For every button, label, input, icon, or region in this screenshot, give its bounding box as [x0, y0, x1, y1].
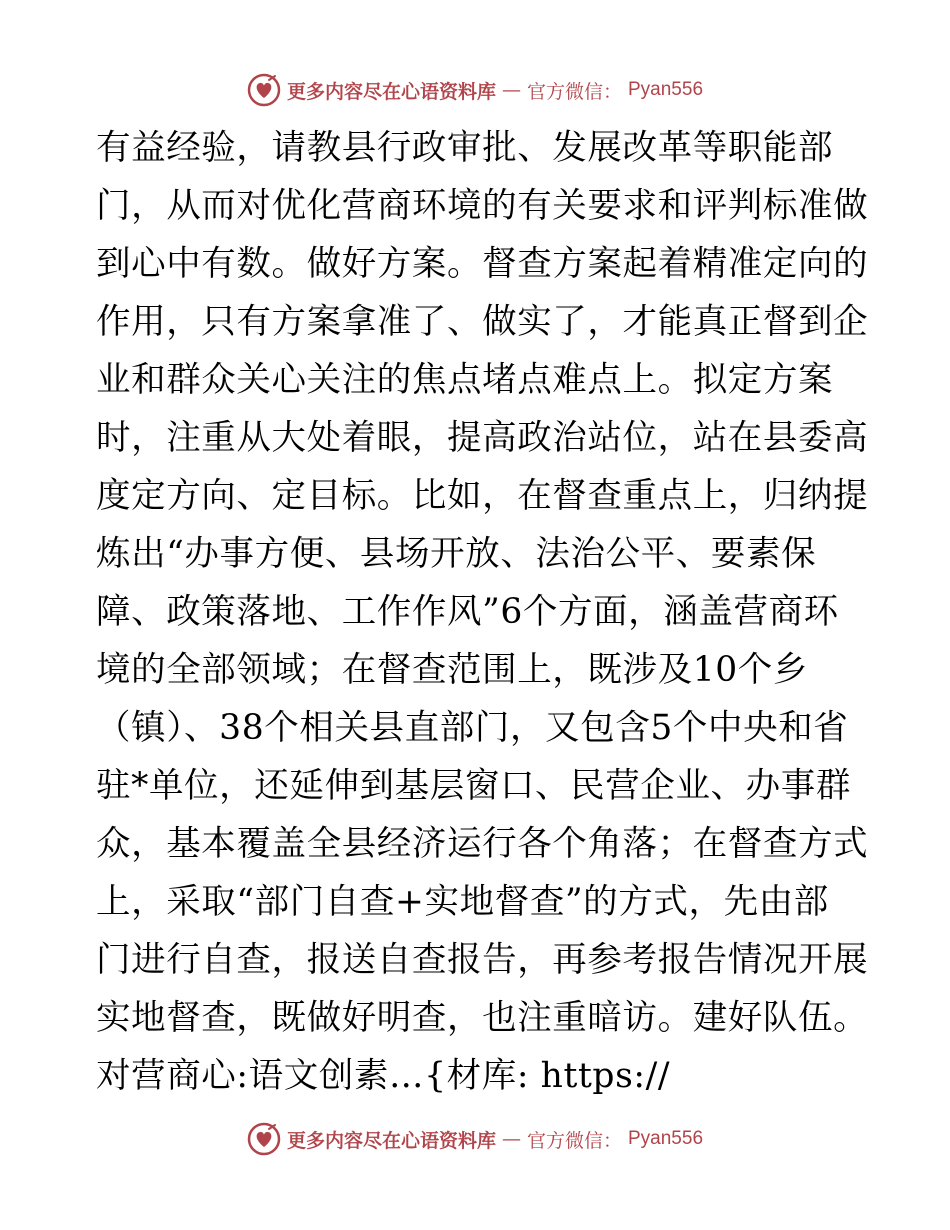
body-line: 有益经验，请教县行政审批、发展改革等职能部 — [96, 128, 834, 168]
banner-wechat-label: 官方微信： — [526, 80, 622, 103]
body-line: 障、政策落地、工作作风”6个方面，涵盖营商环 — [96, 592, 839, 632]
banner-wechat-id: Pyan556 — [628, 79, 704, 100]
body-line: 上，采取“部门自查+实地督查”的方式，先由部 — [96, 882, 829, 922]
body-line: 时，注重从大处着眼，提高政治站位，站在县委高 — [96, 418, 869, 458]
body-line: 实地督查，既做好明查，也注重暗访。建好队伍。 — [96, 998, 869, 1038]
body-line: 作用，只有方案拿准了、做实了，才能真正督到企 — [96, 302, 869, 342]
body-line: 众，基本覆盖全县经济运行各个角落；在督查方式 — [96, 824, 869, 864]
body-line: （镇）、38个相关县直部门，又包含5个中央和省 — [96, 708, 849, 748]
banner-wechat-label: 官方微信： — [526, 1129, 622, 1152]
heart-pen-logo-icon — [247, 73, 281, 107]
body-line: 对营商心:语文创素…{材库: https:// — [96, 1056, 671, 1096]
banner-text: 更多内容尽在心语资料库 — [286, 1129, 496, 1152]
body-line: 门进行自查，报送自查报告，再参考报告情况开展 — [96, 940, 869, 980]
banner-separator: — — [501, 1128, 521, 1150]
body-line: 业和群众关心关注的焦点堵点难点上。拟定方案 — [96, 360, 834, 400]
footer-banner — [0, 1117, 950, 1161]
banner-wechat-id: Pyan556 — [628, 1128, 704, 1149]
body-line: 驻*单位，还延伸到基层窗口、民营企业、办事群 — [96, 766, 851, 806]
banner-text: 更多内容尽在心语资料库 — [286, 80, 496, 103]
body-line: 炼出“办事方便、县场开放、法治公平、要素保 — [96, 534, 817, 574]
document-body — [96, 119, 869, 1105]
body-line: 境的全部领域；在督查范围上，既涉及10个乡 — [96, 650, 808, 690]
body-line: 度定方向、定目标。比如，在督查重点上，归纳提 — [96, 476, 869, 516]
body-line: 门，从而对优化营商环境的有关要求和评判标准做 — [96, 186, 869, 226]
body-line: 到心中有数。做好方案。督查方案起着精准定向的 — [96, 244, 869, 284]
banner-separator: — — [501, 79, 521, 101]
heart-pen-logo-icon — [247, 1122, 281, 1156]
header-banner — [0, 68, 950, 112]
